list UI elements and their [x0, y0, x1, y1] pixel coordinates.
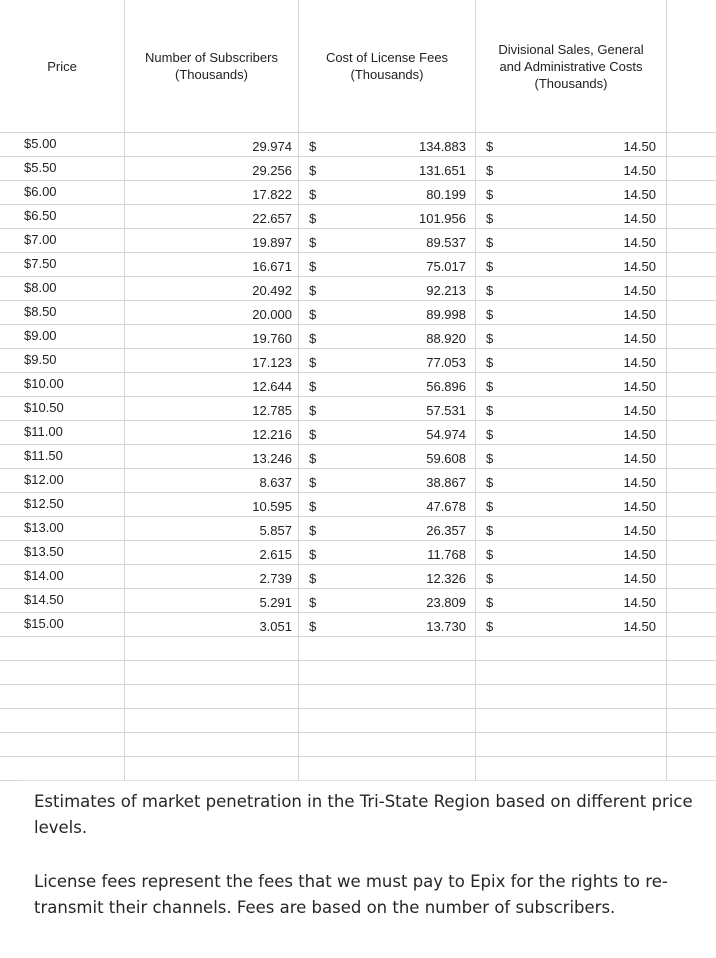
cell-license[interactable] — [299, 253, 476, 277]
cell-empty[interactable] — [667, 253, 716, 277]
sga-cost-value: 14.50 — [623, 283, 656, 298]
cell-sga[interactable] — [476, 613, 667, 637]
header-license-line2: (Thousands) — [350, 67, 424, 82]
license-fee-value: 13.730 — [426, 619, 466, 634]
cell-empty[interactable] — [667, 469, 716, 493]
cell-empty[interactable] — [667, 613, 716, 637]
currency-symbol: $ — [309, 427, 317, 442]
cell-empty[interactable] — [667, 445, 716, 469]
cell-sga[interactable] — [476, 349, 667, 373]
currency-symbol: $ — [486, 619, 494, 634]
currency-symbol: $ — [486, 355, 494, 370]
currency-symbol: $ — [309, 307, 317, 322]
cell-price[interactable]: $13.50 — [0, 541, 125, 565]
cell-license[interactable] — [299, 445, 476, 469]
currency-symbol: $ — [486, 547, 494, 562]
cell-license[interactable] — [299, 757, 476, 781]
cell-license[interactable] — [299, 181, 476, 205]
sga-cost-value: 14.50 — [623, 475, 656, 490]
currency-symbol: $ — [309, 619, 317, 634]
cell-empty[interactable] — [667, 205, 716, 229]
cell-subscribers[interactable]: 17.123 — [125, 349, 299, 373]
cell-subscribers[interactable]: 17.822 — [125, 181, 299, 205]
cell-price[interactable]: $12.00 — [0, 469, 125, 493]
cell-price[interactable]: $5.50 — [0, 157, 125, 181]
cell-sga[interactable] — [476, 301, 667, 325]
license-fee-value: 56.896 — [426, 379, 466, 394]
cell-license[interactable] — [299, 493, 476, 517]
cell-license[interactable] — [299, 157, 476, 181]
column-header-price[interactable] — [0, 0, 125, 133]
currency-symbol: $ — [486, 379, 494, 394]
cell-license[interactable] — [299, 301, 476, 325]
cell-subscribers[interactable]: 29.974 — [125, 133, 299, 157]
currency-symbol: $ — [309, 235, 317, 250]
cell-sga[interactable] — [476, 421, 667, 445]
cell-subscribers[interactable]: 19.760 — [125, 325, 299, 349]
cell-license[interactable] — [299, 349, 476, 373]
cell-price[interactable]: $14.50 — [0, 589, 125, 613]
cell-price[interactable]: $9.50 — [0, 349, 125, 373]
cell-sga[interactable] — [476, 277, 667, 301]
cell-empty[interactable] — [667, 373, 716, 397]
cell-subscribers[interactable]: 29.256 — [125, 157, 299, 181]
text-box-note[interactable] — [22, 780, 716, 958]
column-header-license-fees[interactable] — [299, 0, 476, 133]
cell-sga[interactable] — [476, 373, 667, 397]
license-fee-value: 38.867 — [426, 475, 466, 490]
cell-subscribers[interactable]: 2.615 — [125, 541, 299, 565]
cell-subscribers[interactable]: 20.000 — [125, 301, 299, 325]
cell-price[interactable]: $9.00 — [0, 325, 125, 349]
cell-subscribers[interactable]: 10.595 — [125, 493, 299, 517]
cell-price[interactable]: $10.00 — [0, 373, 125, 397]
cell-subscribers[interactable]: 12.216 — [125, 421, 299, 445]
cell-sga[interactable] — [476, 325, 667, 349]
cell-license[interactable] — [299, 589, 476, 613]
cell-price[interactable]: $6.50 — [0, 205, 125, 229]
cell-sga[interactable] — [476, 397, 667, 421]
cell-license[interactable] — [299, 709, 476, 733]
sga-cost-value: 14.50 — [623, 163, 656, 178]
license-fee-value: 88.920 — [426, 331, 466, 346]
currency-symbol: $ — [486, 499, 494, 514]
sga-cost-value: 14.50 — [623, 187, 656, 202]
header-sga-line1: Divisional Sales, General — [498, 41, 644, 57]
cell-empty[interactable] — [667, 229, 716, 253]
cell-empty[interactable] — [667, 349, 716, 373]
sga-cost-value: 14.50 — [623, 331, 656, 346]
sga-cost-value: 14.50 — [623, 595, 656, 610]
currency-symbol: $ — [309, 211, 317, 226]
cell-price[interactable]: $14.00 — [0, 565, 125, 589]
sga-cost-value: 14.50 — [623, 307, 656, 322]
cell-license[interactable] — [299, 325, 476, 349]
license-fee-value: 89.998 — [426, 307, 466, 322]
cell-license[interactable] — [299, 661, 476, 685]
cell-price[interactable]: $8.50 — [0, 301, 125, 325]
cell-sga[interactable] — [476, 229, 667, 253]
cell-subscribers[interactable] — [125, 685, 299, 709]
currency-symbol: $ — [486, 187, 494, 202]
license-fee-value: 80.199 — [426, 187, 466, 202]
column-header-empty[interactable] — [667, 0, 716, 133]
currency-symbol: $ — [309, 355, 317, 370]
header-subscribers-line1: Number of Subscribers — [145, 50, 278, 65]
currency-symbol: $ — [309, 403, 317, 418]
cell-sga[interactable] — [476, 157, 667, 181]
cell-subscribers[interactable] — [125, 757, 299, 781]
cell-price[interactable]: $7.00 — [0, 229, 125, 253]
cell-empty[interactable] — [667, 565, 716, 589]
license-fee-value: 59.608 — [426, 451, 466, 466]
cell-empty[interactable] — [667, 133, 716, 157]
cell-price[interactable]: $7.50 — [0, 253, 125, 277]
cell-license[interactable] — [299, 277, 476, 301]
cell-subscribers[interactable]: 8.637 — [125, 469, 299, 493]
cell-empty[interactable] — [667, 421, 716, 445]
currency-symbol: $ — [486, 235, 494, 250]
cell-subscribers[interactable]: 5.291 — [125, 589, 299, 613]
cell-sga[interactable] — [476, 733, 667, 757]
license-fee-value: 89.537 — [426, 235, 466, 250]
sga-cost-value: 14.50 — [623, 355, 656, 370]
sga-cost-value: 14.50 — [623, 499, 656, 514]
cell-sga[interactable] — [476, 205, 667, 229]
cell-price[interactable]: $13.00 — [0, 517, 125, 541]
header-license-line1: Cost of License Fees — [325, 50, 449, 65]
header-sga-line2: and Administrative Costs — [499, 58, 643, 74]
currency-symbol: $ — [309, 259, 317, 274]
currency-symbol: $ — [486, 403, 494, 418]
currency-symbol: $ — [309, 187, 317, 202]
currency-symbol: $ — [309, 523, 317, 538]
sga-cost-value: 14.50 — [623, 211, 656, 226]
cell-license[interactable] — [299, 517, 476, 541]
currency-symbol: $ — [486, 307, 494, 322]
currency-symbol: $ — [309, 499, 317, 514]
currency-symbol: $ — [486, 451, 494, 466]
sga-cost-value: 14.50 — [623, 259, 656, 274]
cell-empty[interactable] — [667, 277, 716, 301]
note-paragraph-2: License fees represent the fees that we must pay to Epix for the rights to re-transmit their channels. Fees are based on the number of subscribers. — [34, 872, 668, 917]
cell-sga[interactable] — [476, 133, 667, 157]
cell-empty[interactable] — [667, 397, 716, 421]
currency-symbol: $ — [486, 475, 494, 490]
license-fee-value: 26.357 — [426, 523, 466, 538]
cell-empty[interactable] — [667, 637, 716, 661]
sga-cost-value: 14.50 — [623, 427, 656, 442]
cell-sga[interactable] — [476, 685, 667, 709]
cell-subscribers[interactable]: 22.657 — [125, 205, 299, 229]
cell-empty[interactable] — [667, 181, 716, 205]
currency-symbol: $ — [486, 259, 494, 274]
sga-cost-value: 14.50 — [623, 379, 656, 394]
license-fee-value: 92.213 — [426, 283, 466, 298]
cell-empty[interactable] — [667, 301, 716, 325]
cell-price[interactable] — [0, 709, 125, 733]
currency-symbol: $ — [486, 163, 494, 178]
sga-cost-value: 14.50 — [623, 523, 656, 538]
currency-symbol: $ — [486, 523, 494, 538]
currency-symbol: $ — [486, 331, 494, 346]
cell-license[interactable] — [299, 397, 476, 421]
cell-sga[interactable] — [476, 541, 667, 565]
cell-license[interactable] — [299, 565, 476, 589]
currency-symbol: $ — [309, 331, 317, 346]
cell-sga[interactable] — [476, 469, 667, 493]
cell-price[interactable]: $12.50 — [0, 493, 125, 517]
currency-symbol: $ — [309, 163, 317, 178]
cell-subscribers[interactable]: 2.739 — [125, 565, 299, 589]
cell-price[interactable]: $10.50 — [0, 397, 125, 421]
cell-sga[interactable] — [476, 493, 667, 517]
currency-symbol: $ — [486, 283, 494, 298]
cell-license[interactable] — [299, 541, 476, 565]
cell-sga[interactable] — [476, 565, 667, 589]
cell-price[interactable]: $11.00 — [0, 421, 125, 445]
currency-symbol: $ — [309, 283, 317, 298]
column-header-subscribers[interactable] — [125, 0, 299, 133]
cell-subscribers[interactable] — [125, 637, 299, 661]
cell-price[interactable]: $15.00 — [0, 613, 125, 637]
currency-symbol: $ — [486, 427, 494, 442]
license-fee-value: 131.651 — [419, 163, 466, 178]
sga-cost-value: 14.50 — [623, 451, 656, 466]
cell-price[interactable]: $5.00 — [0, 133, 125, 157]
currency-symbol: $ — [309, 451, 317, 466]
cell-sga[interactable] — [476, 709, 667, 733]
cell-empty[interactable] — [667, 757, 716, 781]
sga-cost-value: 14.50 — [623, 619, 656, 634]
cell-subscribers[interactable]: 5.857 — [125, 517, 299, 541]
cell-empty[interactable] — [667, 517, 716, 541]
cell-empty[interactable] — [667, 589, 716, 613]
cell-empty[interactable] — [667, 685, 716, 709]
currency-symbol: $ — [309, 475, 317, 490]
cell-subscribers[interactable] — [125, 733, 299, 757]
cell-sga[interactable] — [476, 589, 667, 613]
cell-sga[interactable] — [476, 637, 667, 661]
cell-empty[interactable] — [667, 493, 716, 517]
cell-subscribers[interactable]: 12.644 — [125, 373, 299, 397]
currency-symbol: $ — [486, 595, 494, 610]
cell-license[interactable] — [299, 421, 476, 445]
currency-symbol: $ — [486, 211, 494, 226]
cell-empty[interactable] — [667, 661, 716, 685]
cell-empty[interactable] — [667, 709, 716, 733]
cell-subscribers[interactable]: 13.246 — [125, 445, 299, 469]
cell-license[interactable] — [299, 469, 476, 493]
license-fee-value: 134.883 — [419, 139, 466, 154]
sga-cost-value: 14.50 — [623, 139, 656, 154]
license-fee-value: 23.809 — [426, 595, 466, 610]
cell-subscribers[interactable]: 20.492 — [125, 277, 299, 301]
license-fee-value: 54.974 — [426, 427, 466, 442]
cell-empty[interactable] — [667, 733, 716, 757]
cell-sga[interactable] — [476, 757, 667, 781]
cell-license[interactable] — [299, 637, 476, 661]
cell-license[interactable] — [299, 373, 476, 397]
cell-sga[interactable] — [476, 661, 667, 685]
note-paragraph-1: Estimates of market penetration in the Tri-State Region based on different price levels. — [34, 792, 693, 837]
cell-price[interactable] — [0, 637, 125, 661]
cell-sga[interactable] — [476, 445, 667, 469]
cell-price[interactable] — [0, 733, 125, 757]
cell-subscribers[interactable]: 16.671 — [125, 253, 299, 277]
cell-price[interactable]: $8.00 — [0, 277, 125, 301]
license-fee-value: 47.678 — [426, 499, 466, 514]
cell-sga[interactable] — [476, 517, 667, 541]
sga-cost-value: 14.50 — [623, 403, 656, 418]
sga-cost-value: 14.50 — [623, 235, 656, 250]
currency-symbol: $ — [309, 571, 317, 586]
cell-empty[interactable] — [667, 157, 716, 181]
cell-license[interactable] — [299, 205, 476, 229]
cell-price[interactable]: $11.50 — [0, 445, 125, 469]
license-fee-value: 57.531 — [426, 403, 466, 418]
license-fee-value: 75.017 — [426, 259, 466, 274]
cell-price[interactable] — [0, 661, 125, 685]
currency-symbol: $ — [309, 379, 317, 394]
currency-symbol: $ — [309, 139, 317, 154]
cell-price[interactable] — [0, 685, 125, 709]
cell-subscribers[interactable]: 12.785 — [125, 397, 299, 421]
cell-license[interactable] — [299, 733, 476, 757]
currency-symbol: $ — [486, 139, 494, 154]
cell-license[interactable] — [299, 613, 476, 637]
sga-cost-value: 14.50 — [623, 547, 656, 562]
cell-price[interactable]: $6.00 — [0, 181, 125, 205]
header-price-label: Price — [47, 58, 77, 74]
header-subscribers-line2: (Thousands) — [175, 67, 248, 82]
sga-cost-value: 14.50 — [623, 571, 656, 586]
cell-subscribers[interactable]: 3.051 — [125, 613, 299, 637]
cell-subscribers[interactable] — [125, 661, 299, 685]
license-fee-value: 12.326 — [426, 571, 466, 586]
license-fee-value: 101.956 — [419, 211, 466, 226]
currency-symbol: $ — [309, 595, 317, 610]
cell-subscribers[interactable] — [125, 709, 299, 733]
column-header-sga-costs[interactable] — [476, 0, 667, 133]
cell-sga[interactable] — [476, 181, 667, 205]
cell-license[interactable] — [299, 229, 476, 253]
cell-sga[interactable] — [476, 253, 667, 277]
license-fee-value: 11.768 — [427, 547, 466, 562]
cell-license[interactable] — [299, 685, 476, 709]
cell-price[interactable] — [0, 757, 125, 781]
currency-symbol: $ — [309, 547, 317, 562]
cell-empty[interactable] — [667, 325, 716, 349]
currency-symbol: $ — [486, 571, 494, 586]
cell-subscribers[interactable]: 19.897 — [125, 229, 299, 253]
license-fee-value: 77.053 — [426, 355, 466, 370]
cell-empty[interactable] — [667, 541, 716, 565]
cell-license[interactable] — [299, 133, 476, 157]
header-sga-line3: (Thousands) — [534, 75, 608, 91]
